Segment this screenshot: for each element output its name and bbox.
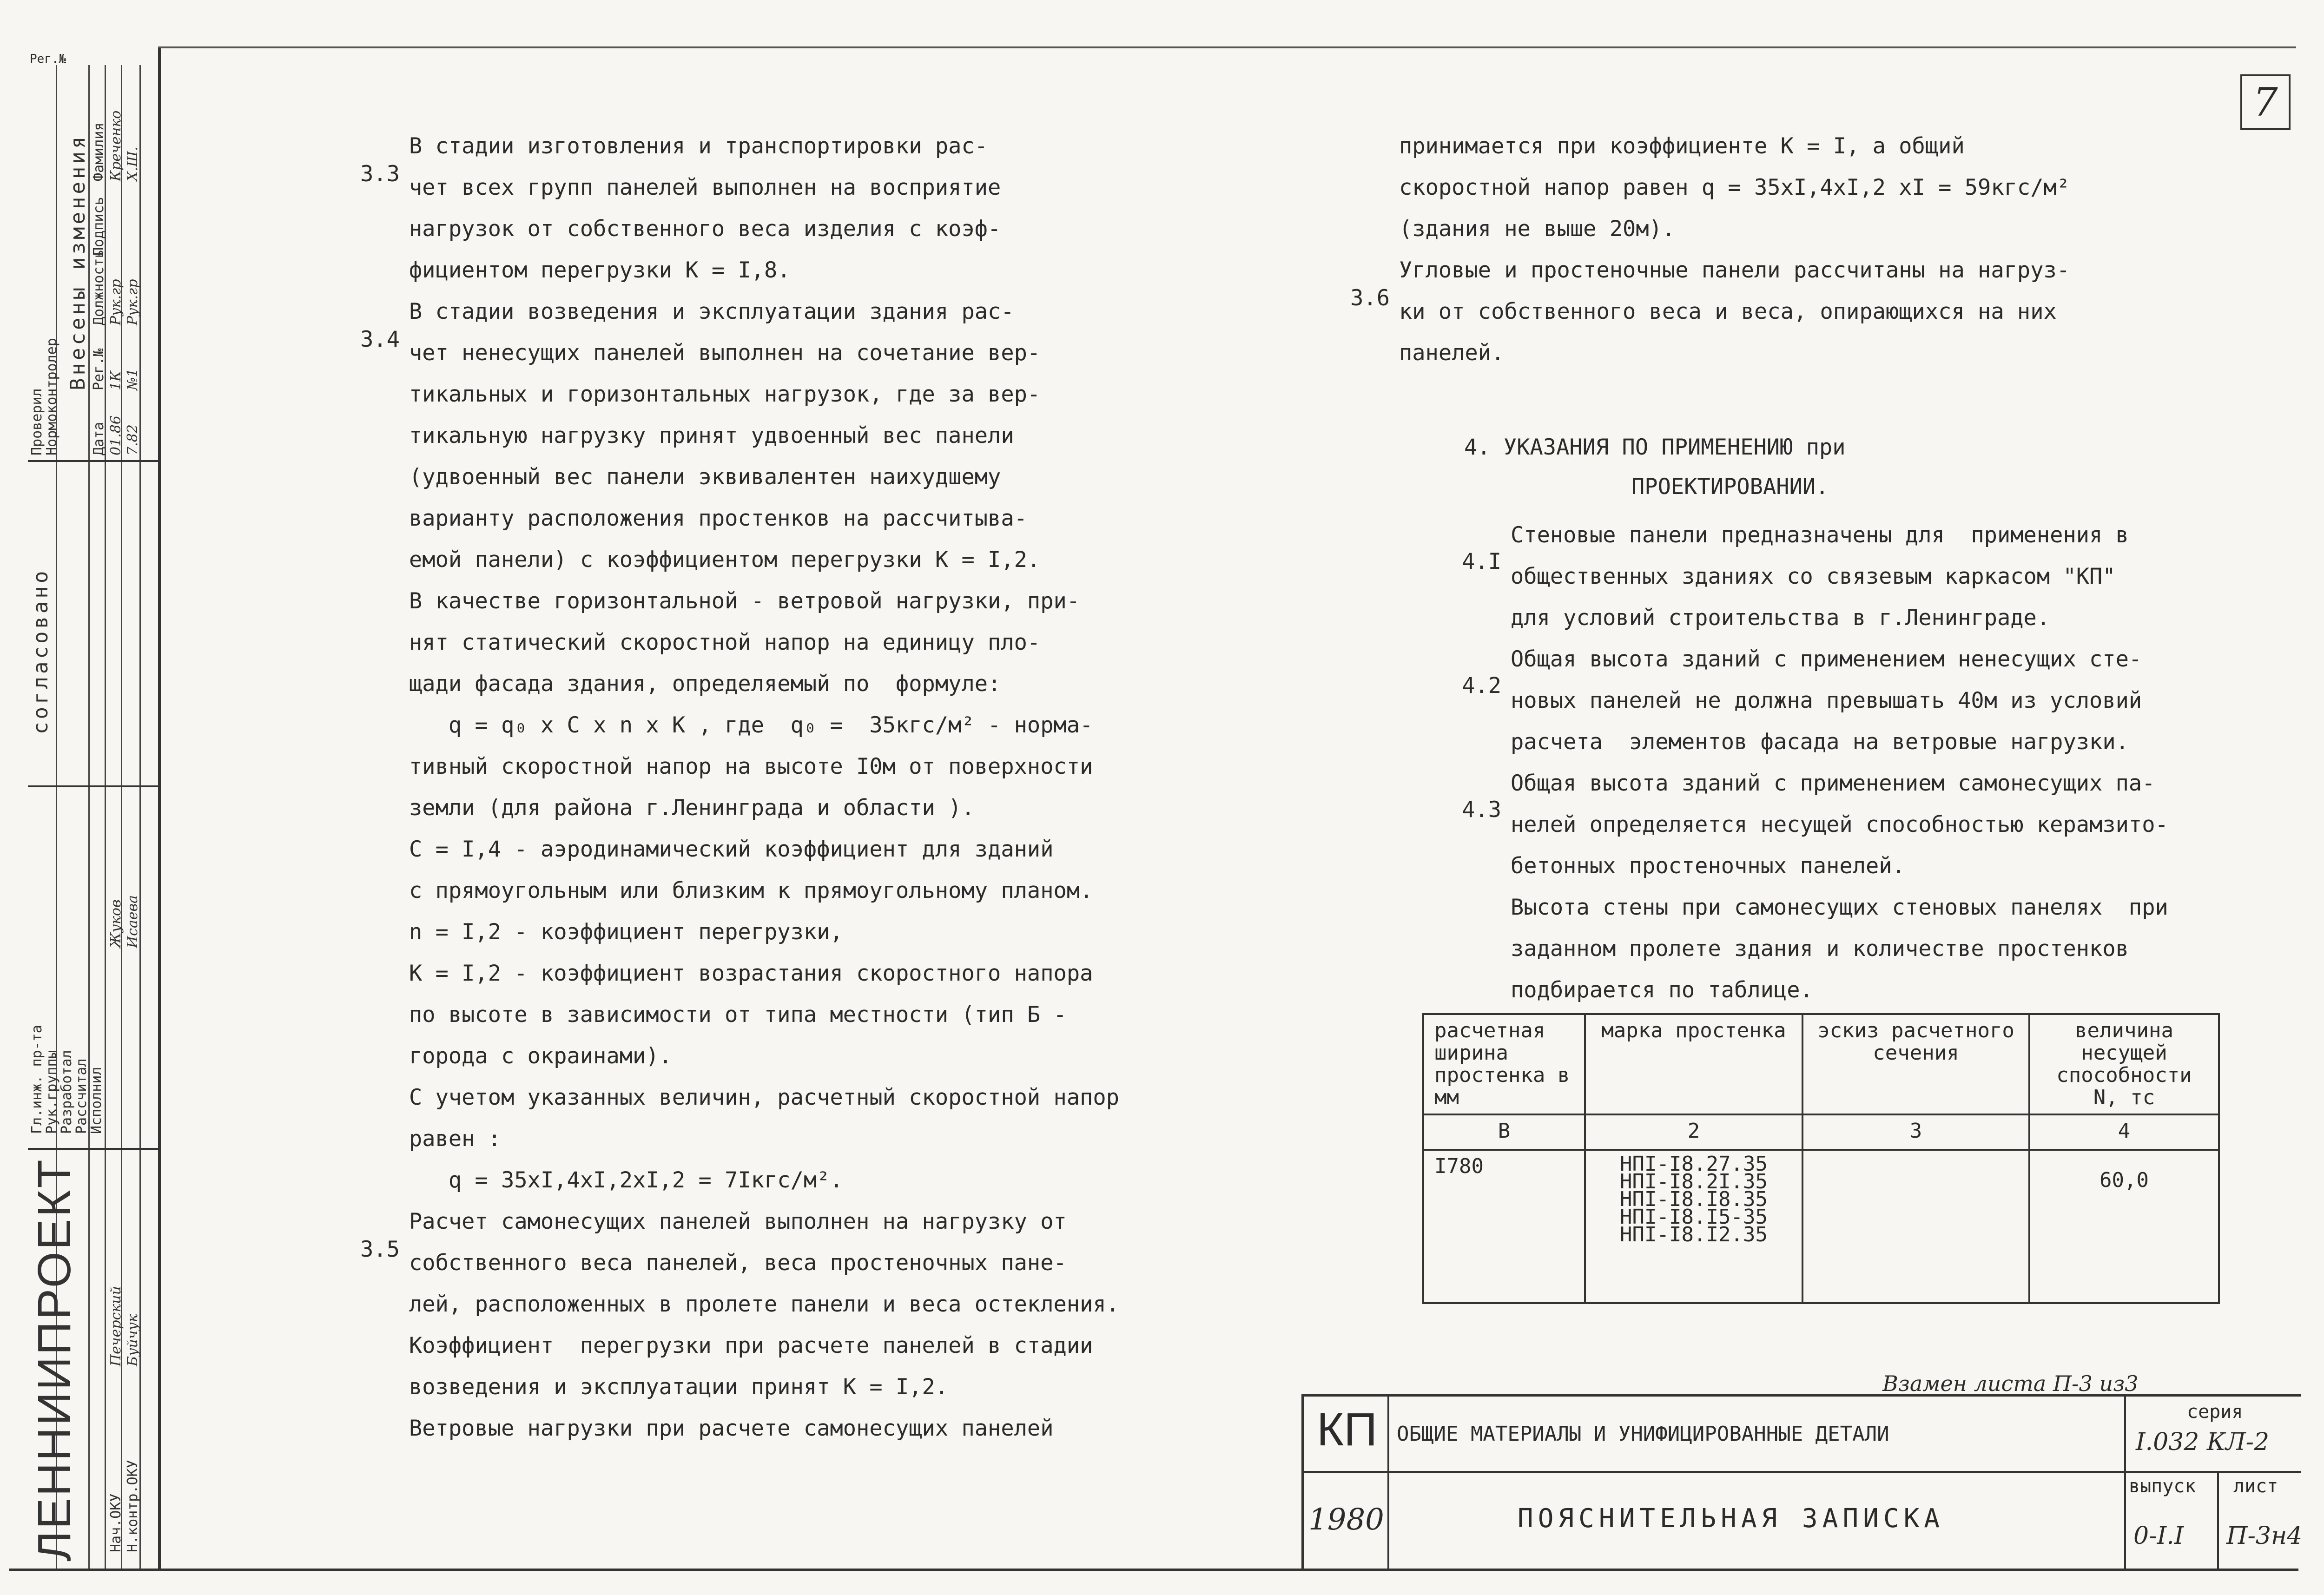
left-column-text: Ветровые нагрузки при расчете самонесущих панелей <box>409 1416 1054 1441</box>
left-column-line <box>409 911 1119 953</box>
left-column-line <box>409 167 1119 208</box>
section4-line <box>1511 929 2168 971</box>
section4-line <box>1462 516 2168 574</box>
stamp-changes-col-position: Должность <box>91 250 107 325</box>
left-column-text: емой панели) с коэффициентом перегрузки К = I,2. <box>409 547 1041 573</box>
left-column-text: возведения и эксплуатации принят К = I,2. <box>409 1374 949 1400</box>
stamp-role-calculated: Рассчитал <box>73 1058 90 1134</box>
section4-line <box>1511 805 2168 847</box>
left-column-text: В стадии возведения и эксплуатации здания рас- <box>409 299 1014 324</box>
stamp-extra-2: Н.контр.ОКУ <box>125 1460 141 1552</box>
right-column-clause-number: 3.6 <box>1350 285 1390 311</box>
title-issue-label: выпуск <box>2129 1476 2196 1497</box>
section4-clause-number: 4.I <box>1462 549 1501 574</box>
stamp-change-row2-reg: №1 <box>125 368 141 390</box>
section4-line <box>1462 640 2168 699</box>
stamp-change-row1-surname: Креченко <box>108 110 124 181</box>
left-column-line <box>409 1325 1119 1366</box>
section-4-text <box>1462 516 2168 1012</box>
stamp-checked: Проверил <box>29 388 45 455</box>
left-column-text: фициентом перегрузки К = I,8. <box>409 257 791 283</box>
left-column-line <box>409 1118 1119 1160</box>
left-column-text: Расчет самонесущих панелей выполнен на нагрузку от <box>409 1209 1067 1234</box>
left-column-text: нят статический скоростной напор на единицу пло- <box>409 630 1041 655</box>
right-column-text: Угловые и простеночные панели рассчитаны на нагруз- <box>1399 257 2070 283</box>
left-column-line <box>409 1284 1119 1325</box>
panel-capacity-table <box>1422 1013 2220 1304</box>
section4-line <box>1511 971 2168 1012</box>
left-column-line <box>409 539 1119 580</box>
right-column-line <box>1399 167 2070 208</box>
stamp-agreed: согласовано <box>29 568 53 734</box>
stamp-strip <box>28 65 159 1569</box>
section4-text: общественных зданиях со связевым каркасом "КП" <box>1511 564 2116 589</box>
right-column-line <box>1350 250 2070 311</box>
right-column-text: скоростной напор равен q = 35хI,4хI,2 хI = 59кгс/м² <box>1399 175 2070 200</box>
left-column-line <box>409 746 1119 787</box>
table-colnum-3: 3 <box>1802 1114 2029 1150</box>
left-column-clause-number: 3.5 <box>360 1237 400 1262</box>
section4-text: новых панелей не должна превышать 40м из условий <box>1511 688 2142 713</box>
table-header-capacity: величина несущей способности N, тс <box>2029 1014 2219 1114</box>
left-column-line <box>409 829 1119 870</box>
stamp-role-group-head: Рук.группы <box>44 1050 60 1134</box>
left-column-text: лей, расположенных в пролете панели и веса остекления. <box>409 1292 1120 1317</box>
left-column-text: с прямоугольным или близким к прямоугольному планом. <box>409 878 1093 903</box>
left-column-line <box>409 663 1119 705</box>
left-column-text: q = q₀ х С х n х К , где q₀ = 35кгс/м² - норма- <box>409 712 1093 738</box>
stamp-change-row2-position: Рук.гр <box>125 279 141 325</box>
right-column-text: принимается при коэффициенте К = I, а общий <box>1399 133 1965 159</box>
registration-number-label: Рег.№ <box>30 52 66 66</box>
table-header-mark: марка простенка <box>1585 1014 1802 1114</box>
stamp-changes-col-reg: Рег.№ <box>91 348 107 390</box>
table-cell-marks <box>1585 1150 1802 1303</box>
section4-text: подбирается по таблице. <box>1511 977 1813 1003</box>
right-column-text: ки от собственного веса и веса, опирающихся на них <box>1399 299 2057 324</box>
left-column-text: по высоте в зависимости от типа местности (тип Б - <box>409 1002 1067 1028</box>
left-column-text: В стадии изготовления и транспортировки рас- <box>409 133 988 159</box>
left-column-text: тикальную нагрузку принят удвоенный вес панели <box>409 423 1014 448</box>
table-header-width: расчетная ширина простенка в мм <box>1423 1014 1585 1114</box>
left-column-line <box>360 291 1119 352</box>
left-column-line <box>360 1201 1119 1262</box>
stamp-role-executed: Исполнил <box>88 1067 105 1134</box>
left-column-text: чет ненесущих панелей выполнен на сочетание вер- <box>409 340 1041 366</box>
section4-clause-number: 4.3 <box>1462 797 1501 823</box>
left-column-line <box>409 250 1119 291</box>
title-subject: ОБЩИЕ МАТЕРИАЛЫ И УНИФИЦИРОВАННЫЕ ДЕТАЛИ <box>1397 1422 1889 1446</box>
left-column-line <box>360 125 1119 187</box>
left-column-line <box>409 1077 1119 1118</box>
stamp-change-row2-surname: Х.Ш. <box>125 146 141 181</box>
stamp-changes-title: Внесены изменения <box>66 133 90 390</box>
section4-clause-number: 4.2 <box>1462 673 1501 699</box>
left-column-text: С = I,4 - аэродинамический коэффициент для зданий <box>409 837 1054 862</box>
left-column-line <box>409 332 1119 374</box>
right-column-line <box>1399 332 2070 374</box>
stamp-name-2: Исаева <box>125 895 141 948</box>
stamp-change-row1-position: Рук.гр <box>108 279 124 325</box>
left-column-line <box>409 415 1119 456</box>
stamp-change-row1-reg: 1К <box>108 370 124 390</box>
section4-line <box>1511 557 2168 599</box>
left-column-text: города с окраинами). <box>409 1043 672 1069</box>
stamp-changes-col-surname: Фамилия <box>91 122 107 181</box>
title-issue-value: 0-I.I <box>2133 1522 2184 1550</box>
left-column-line <box>409 870 1119 911</box>
section4-text: заданном пролете здания и количестве простенков <box>1511 936 2129 962</box>
left-column-line <box>409 787 1119 829</box>
title-series-value: I.032 КЛ-2 <box>2136 1428 2270 1456</box>
section4-line <box>1511 599 2168 640</box>
stamp-change-row2-date: 7.82 <box>125 424 141 455</box>
left-column-text: варианту расположения простенков на рассчитыва- <box>409 506 1027 531</box>
left-column-text: чет всех групп панелей выполнен на восприятие <box>409 175 1001 200</box>
left-column-line <box>409 580 1119 622</box>
right-column-line <box>1399 208 2070 250</box>
left-column-line <box>409 994 1119 1035</box>
left-column-line <box>409 1242 1119 1284</box>
section4-line <box>1511 888 2168 929</box>
section4-line <box>1511 723 2168 764</box>
table-colnum-4: 4 <box>2029 1114 2219 1150</box>
table-cell-sketch <box>1802 1150 2029 1303</box>
left-column-line <box>409 1035 1119 1077</box>
title-sheet-label: лист <box>2233 1476 2278 1497</box>
stamp-name-1: Жуков <box>108 899 124 948</box>
frame-top-border <box>158 46 2296 48</box>
section4-line <box>1511 681 2168 723</box>
title-sheet-value: П-3н4 <box>2226 1522 2303 1550</box>
left-column-clause-number: 3.4 <box>360 327 400 352</box>
left-column-text: К = I,2 - коэффициент возрастания скоростного напора <box>409 961 1093 986</box>
table-mark-4: НПI-I8.I5-35 <box>1620 1205 1768 1229</box>
table-cell-capacity: 60,0 <box>2029 1150 2219 1303</box>
left-column-text: q = 35хI,4хI,2хI,2 = 7Iкгс/м². <box>409 1167 843 1193</box>
table-mark-5: НПI-I8.I2.35 <box>1620 1223 1768 1246</box>
left-column-line <box>409 456 1119 498</box>
left-column-line <box>409 1408 1119 1449</box>
stamp-extra-1: Нач.ОКУ <box>108 1493 124 1552</box>
left-column-text: С учетом указанных величин, расчетный скоростной напор <box>409 1085 1120 1110</box>
replacement-note: Взамен листа П-3 из3 <box>1882 1371 2139 1396</box>
title-kp: КП <box>1317 1404 1378 1456</box>
left-text-column <box>360 125 1120 1449</box>
page-number: 7 <box>2240 74 2291 130</box>
left-column-text: В качестве горизонтальной - ветровой нагрузки, при- <box>409 588 1080 614</box>
stamp-organization: ЛЕННИИПРОЕКТ <box>28 1158 80 1562</box>
section4-text: Стеновые панели предназначены для применения в <box>1511 522 2129 548</box>
section4-line <box>1511 847 2168 888</box>
title-document: ПОЯСНИТЕЛЬНАЯ ЗАПИСКА <box>1518 1503 1945 1534</box>
stamp-role-chief: Гл.инж. пр-та <box>29 1025 45 1134</box>
table-mark-1: НПI-I8.27.35 <box>1620 1152 1768 1176</box>
table-colnum-2: 2 <box>1585 1114 1802 1150</box>
left-column-text: Коэффициент перегрузки при расчете панелей в стадии <box>409 1333 1093 1358</box>
right-column-line <box>1399 291 2070 332</box>
left-column-clause-number: 3.3 <box>360 161 400 187</box>
stamp-changes-col-sign: Подпись <box>91 197 107 256</box>
right-column-text: панелей. <box>1399 340 1505 366</box>
section4-text: Общая высота зданий с применением ненесущих сте- <box>1511 646 2142 672</box>
section4-text: бетонных простеночных панелей. <box>1511 853 1905 879</box>
table-header-sketch: эскиз расчетного сечения <box>1802 1014 2029 1114</box>
left-column-text: тивный скоростной напор на высоте I0м от поверхности <box>409 754 1093 779</box>
table-mark-2: НПI-I8.2I.35 <box>1620 1170 1768 1193</box>
left-column-text: n = I,2 - коэффициент перегрузки, <box>409 919 843 945</box>
section4-text: нелей определяется несущей способностью керамзито- <box>1511 812 2168 837</box>
left-column-text: тикальных и горизонтальных нагрузок, где за вер- <box>409 382 1041 407</box>
left-column-line <box>409 498 1119 539</box>
left-column-text: равен : <box>409 1126 502 1152</box>
section4-text: для условий строительства в г.Ленинграде. <box>1511 605 2050 631</box>
left-column-line <box>409 622 1119 663</box>
table-mark-3: НПI-I8.I8.35 <box>1620 1187 1768 1211</box>
right-text-column <box>1350 125 2070 374</box>
left-column-text: (удвоенный вес панели эквивалентен наихудшему <box>409 464 1001 490</box>
left-column-line <box>409 953 1119 994</box>
section4-line <box>1462 764 2168 823</box>
title-series-label: серия <box>2187 1401 2243 1423</box>
left-column-line <box>409 705 1119 746</box>
right-column-text: (здания не выше 20м). <box>1399 216 1676 242</box>
section4-text: Общая высота зданий с применением самонесущих па- <box>1511 771 2155 796</box>
stamp-changes-col-date: Дата <box>91 422 107 455</box>
table-cell-width: I780 <box>1423 1150 1585 1303</box>
section4-text: Высота стены при самонесущих стеновых панелях при <box>1511 895 2168 920</box>
stamp-name-3: Печерский <box>108 1286 124 1366</box>
table-colnum-1: В <box>1423 1114 1585 1150</box>
title-year: 1980 <box>1308 1503 1384 1537</box>
left-column-text: собственного веса панелей, веса простеночных пане- <box>409 1250 1067 1276</box>
section-4-title: 4. УКАЗАНИЯ ПО ПРИМЕНЕНИЮ при ПРОЕКТИРОВАНИИ. <box>1464 435 1846 500</box>
left-column-line <box>409 1160 1119 1201</box>
stamp-name-4: Буйчук <box>125 1314 141 1366</box>
left-column-text: земли (для района г.Ленинграда и области ). <box>409 795 975 821</box>
stamp-change-row1-date: 01.86 <box>108 415 124 455</box>
section4-text: расчета элементов фасада на ветровые нагрузки. <box>1511 729 2129 755</box>
right-column-line <box>1399 125 2070 167</box>
title-block <box>1301 1394 2301 1571</box>
stamp-role-developed: Разработал <box>59 1050 75 1134</box>
left-column-text: щади фасада здания, определяемый по формуле: <box>409 671 1001 697</box>
left-column-line <box>409 208 1119 250</box>
stamp-normcontrol: Нормоконтролер <box>44 338 60 455</box>
left-column-line <box>409 1366 1119 1408</box>
left-column-text: нагрузок от собственного веса изделия с коэф- <box>409 216 1001 242</box>
left-column-line <box>409 374 1119 415</box>
